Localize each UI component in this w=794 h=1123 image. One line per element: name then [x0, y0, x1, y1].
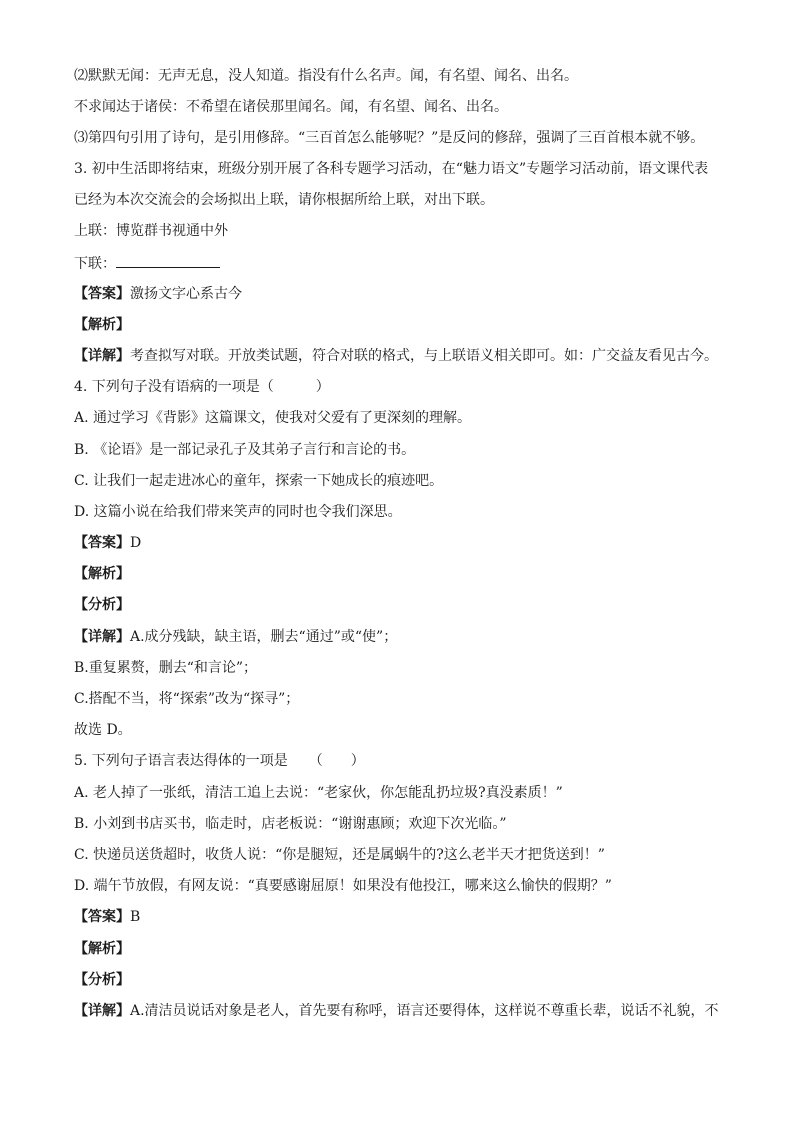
answer-text: B [130, 909, 141, 925]
question-4-option-c: C. 让我们一起走进冰心的童年，探索一下她成长的痕迹吧。 [74, 473, 444, 489]
question-4-option-a: A. 通过学习《背影》这篇课文，使我对父爱有了更深刻的理解。 [74, 410, 472, 426]
detail-line-b: B.重复累赘，删去“和言论”； [74, 660, 258, 676]
fenxi-row [74, 970, 754, 990]
detail-row [74, 1001, 754, 1021]
question-5-option-d: D. 端午节放假，有网友说：“真要感谢屈原！如果没有他投江，哪来这么愉快的假期？” [74, 878, 612, 894]
detail-text: 考查拟写对联。开放类试题，符合对联的格式，与上联语义相关即可。如：广交益友看见古今。 [130, 348, 718, 364]
fenxi-tag: 【分析】 [74, 597, 130, 613]
answer-row [74, 907, 754, 927]
note-3-text: ⑶第四句引用了诗句，是引用修辞。“三百首怎么能够呢？”是反问的修辞，强调了三百首根本就不够。 [74, 130, 705, 146]
detail-text: A.成分残缺，缺主语，删去“通过”或“使”； [130, 629, 398, 645]
detail-row [74, 627, 754, 647]
answer-tag: 【答案】 [74, 909, 130, 925]
answer-text: D [130, 535, 142, 551]
question-4-option-b: B. 《论语》是一部记录孔子及其弟子言行和言论的书。 [74, 442, 416, 458]
question-5-option-a: A. 老人掉了一张纸，清洁工追上去说：“老家伙，你怎能乱扔垃圾?真没素质！” [74, 785, 563, 801]
choice-conclusion: 故选 D。 [74, 722, 132, 738]
upper-couplet: 上联：博览群书视通中外 [74, 223, 228, 239]
note-2-text: ⑵默默无闻：无声无息，没人知道。指没有什么名声。闻，有名望、闻名、出名。 [74, 68, 578, 84]
detail-tag: 【详解】 [74, 629, 130, 645]
detail-tag: 【详解】 [74, 348, 130, 364]
question-4-option-d: D. 这篇小说在给我们带来笑声的同时也令我们深思。 [74, 504, 402, 520]
analysis-row [74, 315, 754, 335]
answer-row [74, 533, 754, 553]
answer-row [74, 284, 754, 304]
fenxi-row [74, 595, 754, 615]
detail-text: A.清洁员说话对象是老人，首先要有称呼，语言还要得体，这样说不尊重长辈，说话不礼貌，不 [130, 1003, 719, 1019]
answer-tag: 【答案】 [74, 535, 130, 551]
question-5-option-b: B. 小刘到书店买书，临走时，店老板说：“谢谢惠顾；欢迎下次光临。” [74, 816, 507, 832]
lower-couplet-label: 下联： [74, 256, 116, 272]
analysis-tag: 【解析】 [74, 317, 130, 333]
question-5-stem: 5. 下列句子语言表达得体的一项是 （ ） [74, 753, 365, 769]
question-3-stem-cont: 已经为本次交流会的会场拟出上联，请你根据所给上联，对出下联。 [74, 192, 494, 208]
note-text: 不求闻达于诸侯：不希望在诸侯那里闻名。闻，有名望、闻名、出名。 [74, 99, 508, 115]
analysis-tag: 【解析】 [74, 941, 130, 957]
fenxi-tag: 【分析】 [74, 972, 130, 988]
question-4-stem: 4. 下列句子没有语病的一项是（ ） [74, 379, 330, 395]
analysis-row [74, 564, 754, 584]
detail-row [74, 346, 754, 366]
answer-text: 激扬文字心系古今 [130, 286, 242, 302]
answer-blank [116, 253, 220, 268]
question-3-stem: 3. 初中生活即将结束，班级分别开展了各科专题学习活动，在“魅力语文”专题学习活动前，语文课代表 [74, 161, 709, 177]
detail-line-c: C.搭配不当，将“探索”改为“探寻”； [74, 691, 300, 707]
detail-tag: 【详解】 [74, 1003, 130, 1019]
analysis-row [74, 939, 754, 959]
analysis-tag: 【解析】 [74, 566, 130, 582]
lower-couplet [74, 253, 754, 274]
answer-tag: 【答案】 [74, 286, 130, 302]
question-5-option-c: C. 快递员送货超时，收货人说：“你是腿短，还是属蜗牛的?这么老半天才把货送到！” [74, 847, 605, 863]
